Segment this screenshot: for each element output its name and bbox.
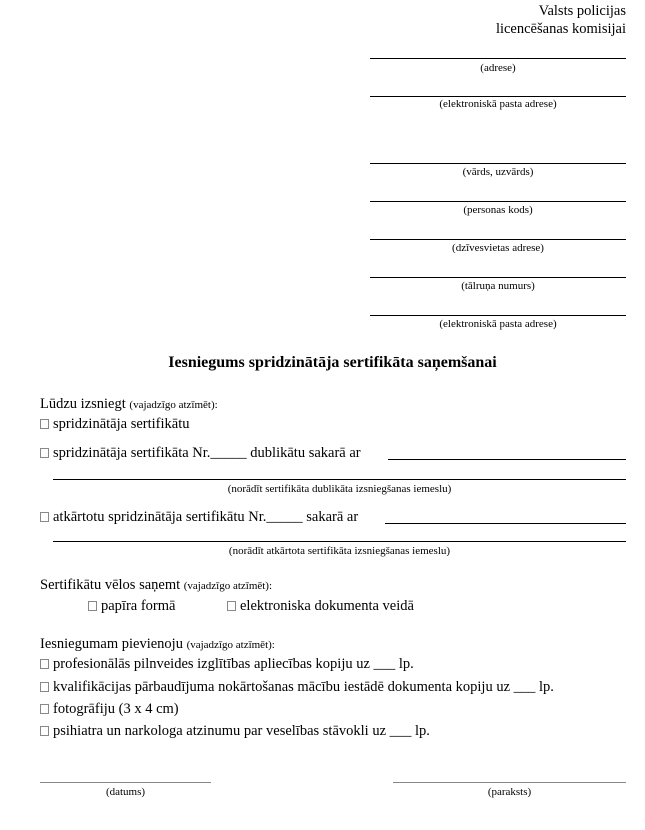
repeat-reason-label: (norādīt atkārtota sertifikāta izsniegšanas iemeslu)	[228, 545, 451, 557]
attach-item[interactable]: fotogrāfiju (3 x 4 cm)	[40, 702, 179, 717]
address-field[interactable]	[370, 58, 626, 59]
email2-field[interactable]	[370, 315, 626, 316]
signature-field[interactable]	[393, 782, 626, 783]
checkbox[interactable]	[40, 704, 49, 714]
checkbox[interactable]	[227, 601, 236, 611]
checkbox[interactable]	[40, 419, 49, 429]
request-heading: Lūdzu izsniegt (vajadzīgo atzīmēt):	[40, 396, 218, 412]
attach-heading: Iesniegumam pievienoju (vajadzīgo atzīmēt):	[40, 636, 275, 652]
residence-field[interactable]	[370, 239, 626, 240]
addressee-line1: Valsts policijas	[538, 3, 626, 19]
checkbox[interactable]	[40, 448, 49, 458]
checkbox[interactable]	[40, 726, 49, 736]
email-field[interactable]	[370, 96, 626, 97]
personal-code-label: (personas kods)	[463, 204, 533, 216]
addressee-line2: licencēšanas komisijai	[495, 21, 626, 37]
page-title: Iesniegums spridzinātāja sertifikāta saņemšanai	[168, 354, 497, 371]
checkbox[interactable]	[88, 601, 97, 611]
attach-item[interactable]: profesionālās pilnveides izglītības apliecības kopiju uz ___ lp.	[40, 657, 414, 672]
checkbox[interactable]	[40, 659, 49, 669]
address-label: (adrese)	[480, 62, 516, 74]
repeat-reason-field[interactable]	[385, 523, 626, 524]
phone-label: (tālruņa numurs)	[461, 280, 535, 292]
phone-field[interactable]	[370, 277, 626, 278]
personal-code-field[interactable]	[370, 201, 626, 202]
signature-label: (paraksts)	[487, 786, 532, 798]
email-label: (elektroniskā pasta adrese)	[439, 98, 557, 110]
receive-heading: Sertifikātu vēlos saņemt (vajadzīgo atzīmēt):	[40, 577, 273, 593]
duplicate-reason-field-2[interactable]	[53, 479, 626, 480]
request-option-duplicate[interactable]: spridzinātāja sertifikāta Nr._____ dublikātu sakarā ar	[40, 446, 361, 461]
repeat-reason-field-2[interactable]	[53, 541, 626, 542]
date-field[interactable]	[40, 782, 211, 783]
attach-item[interactable]: kvalifikācijas pārbaudījuma nokārtošanas mācību iestādē dokumenta kopiju uz ___ lp.	[40, 680, 554, 695]
email2-label: (elektroniskā pasta adrese)	[439, 318, 557, 330]
checkbox[interactable]	[40, 682, 49, 692]
residence-label: (dzīvesvietas adrese)	[452, 242, 544, 254]
name-label: (vārds, uzvārds)	[462, 166, 534, 178]
request-option-certificate[interactable]: spridzinātāja sertifikātu	[40, 417, 190, 432]
checkbox[interactable]	[40, 512, 49, 522]
receive-option-paper[interactable]: papīra formā	[88, 599, 175, 614]
duplicate-reason-field[interactable]	[388, 459, 626, 460]
name-field[interactable]	[370, 163, 626, 164]
duplicate-reason-label: (norādīt sertifikāta dublikāta izsniegšanas iemeslu)	[227, 483, 452, 495]
attach-item[interactable]: psihiatra un narkologa atzinumu par veselības stāvokli uz ___ lp.	[40, 724, 430, 739]
receive-option-electronic[interactable]: elektroniska dokumenta veidā	[227, 599, 414, 614]
date-label: (datums)	[105, 786, 146, 798]
request-option-repeat[interactable]: atkārtotu spridzinātāja sertifikātu Nr._____ sakarā ar	[40, 510, 358, 525]
